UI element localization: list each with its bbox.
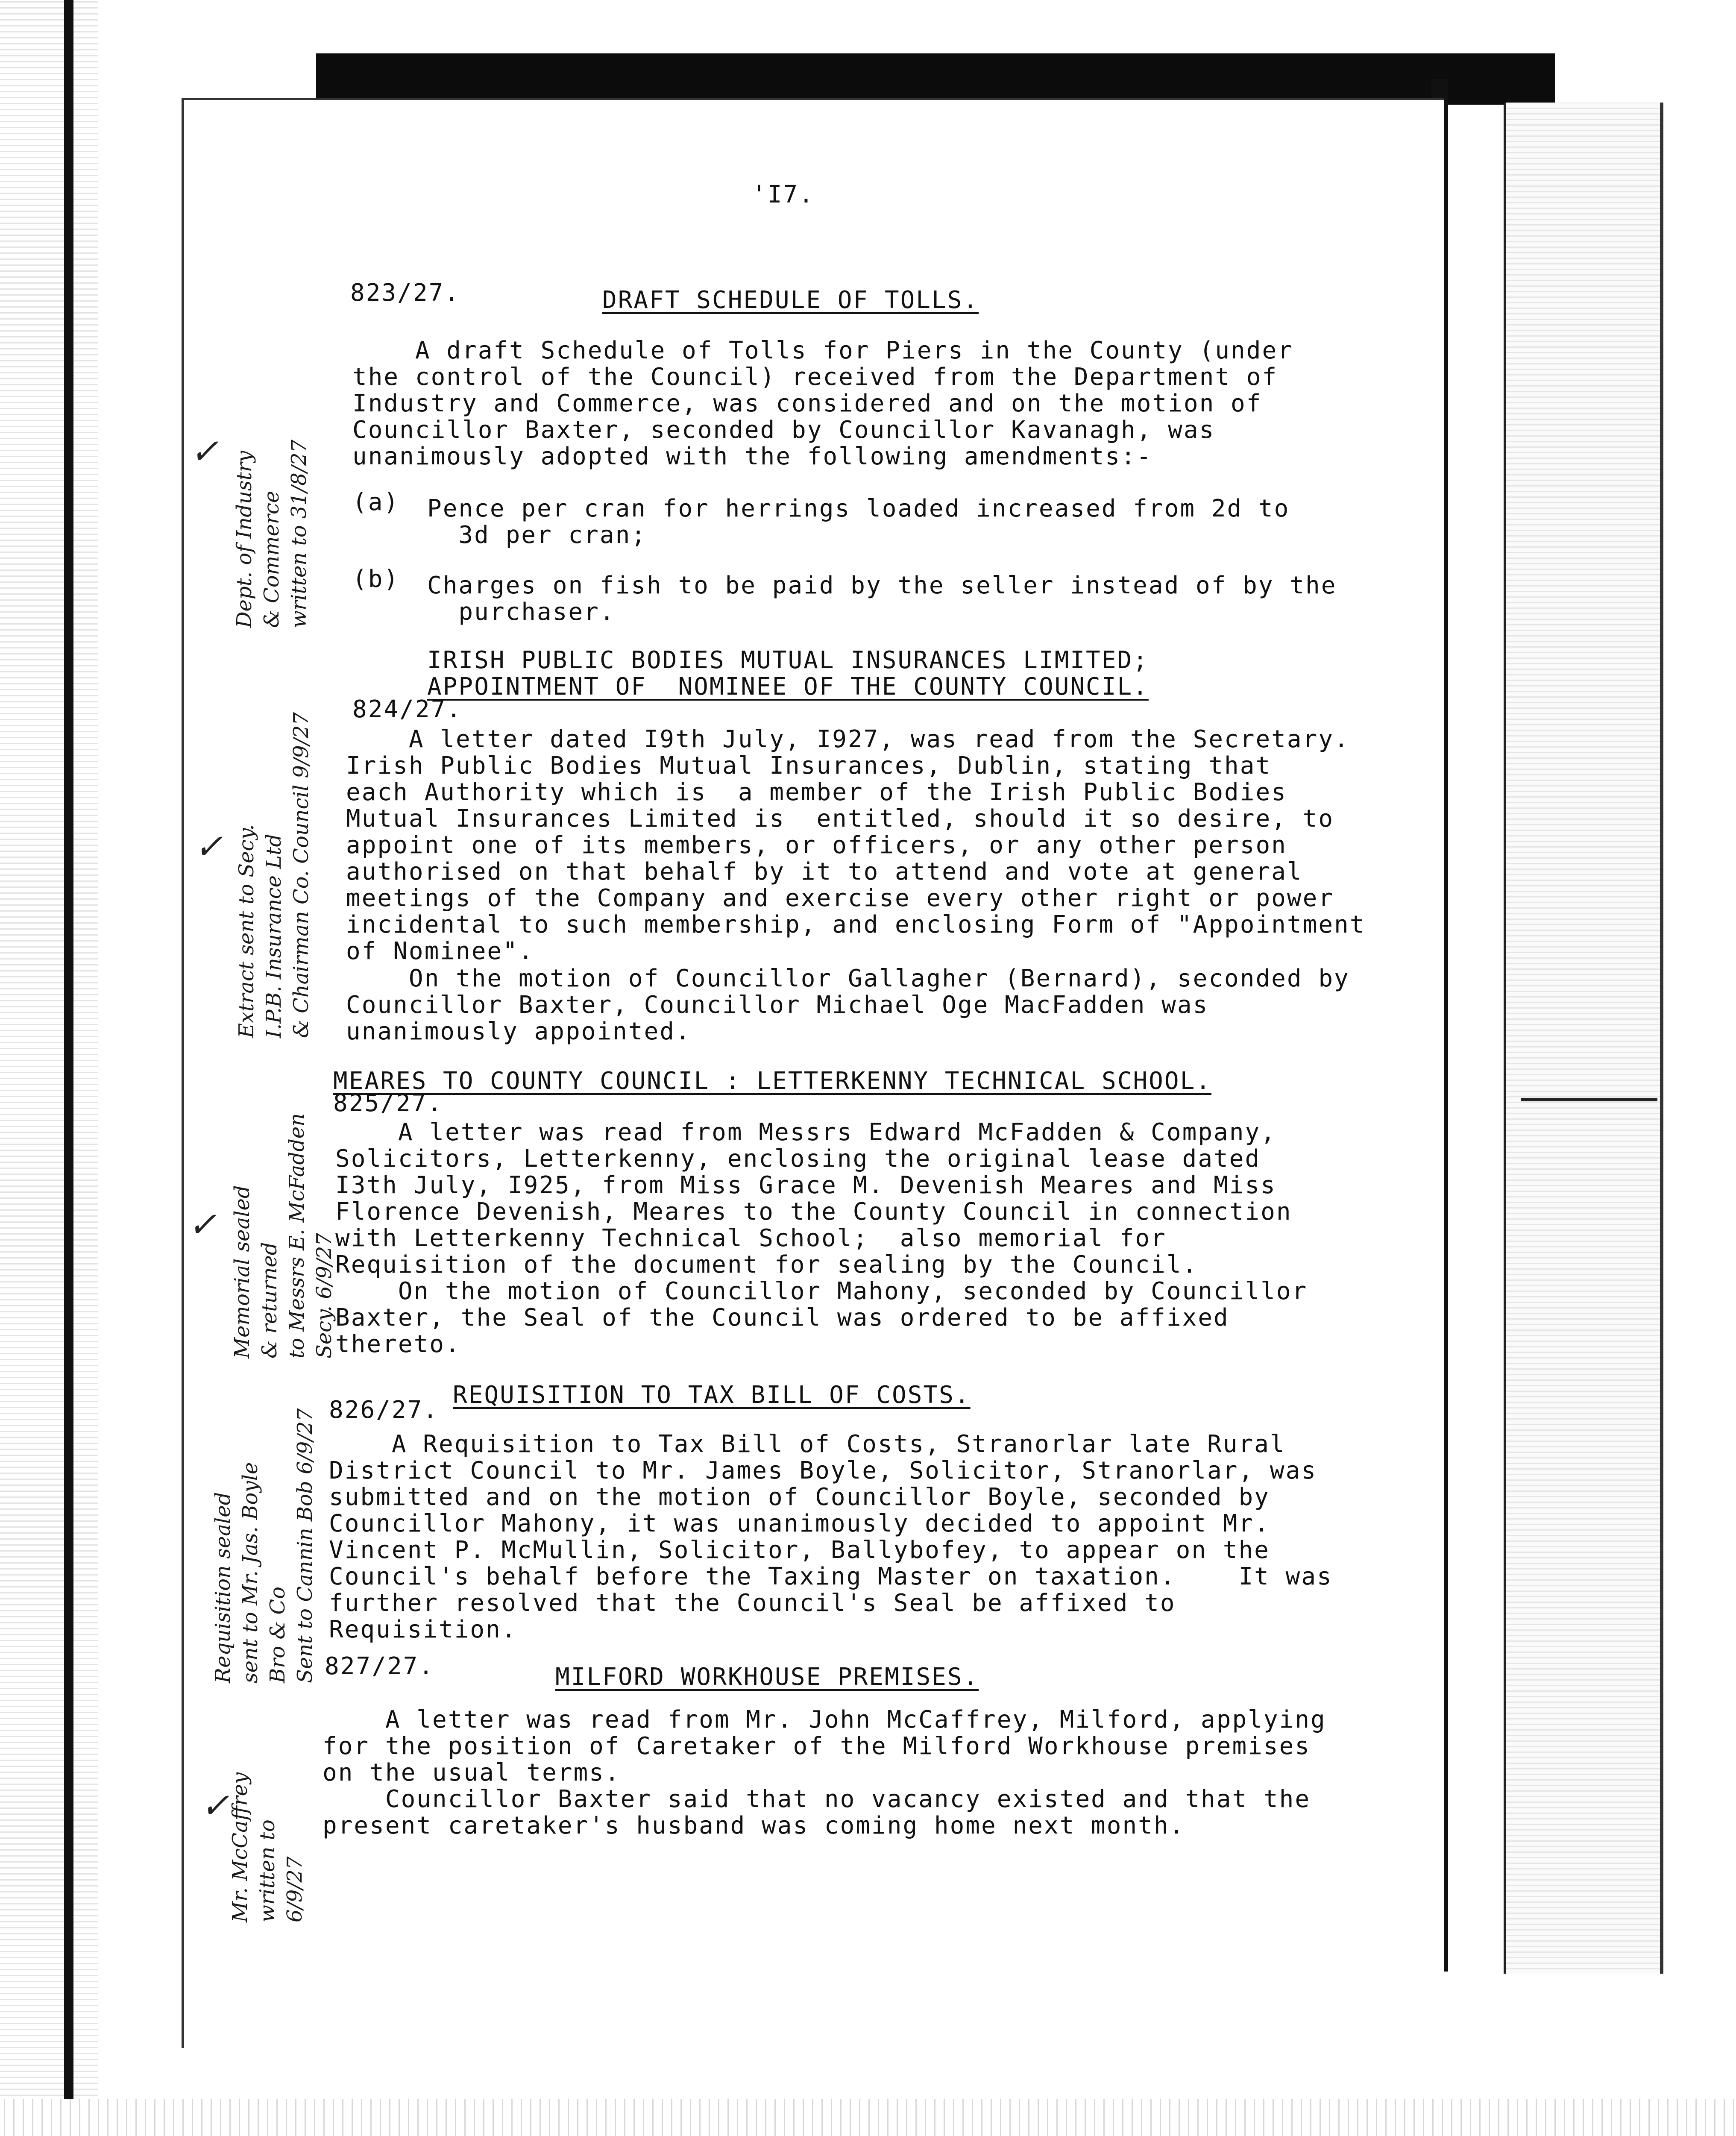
body-line: present caretaker's husband was coming home next month. [323, 1812, 1185, 1840]
minute-ref-825: 825/27. [333, 1089, 443, 1117]
heading-irish-public-bodies: IRISH PUBLIC BODIES MUTUAL INSURANCES LIMITED; [427, 646, 1149, 674]
body-line: Councillor Mahony, it was unanimously decided to appoint Mr. [329, 1510, 1270, 1537]
body-line: On the motion of Councillor Mahony, seconded by Councillor [335, 1277, 1308, 1305]
item-a-line: 3d per cran; [427, 521, 647, 549]
body-line: On the motion of Councillor Gallagher (Bernard), seconded by [346, 965, 1350, 992]
body-line: A Requisition to Tax Bill of Costs, Stranorlar late Rural [329, 1430, 1286, 1458]
margin-note-826 [209, 1408, 319, 1683]
check-mark-icon: ✓ [194, 827, 223, 866]
body-line: unanimously adopted with the following amendments:- [352, 443, 1152, 470]
annotation-line: I.P.B. Insurance Ltd [262, 833, 286, 1038]
annotation-line: Memorial sealed [230, 1185, 254, 1358]
body-line: Solicitors, Letterkenny, enclosing the original lease dated [335, 1145, 1261, 1173]
body-line: each Authority which is a member of the Irish Public Bodies [346, 778, 1287, 806]
heading-requisition-tax: REQUISITION TO TAX BILL OF COSTS. [453, 1381, 971, 1409]
annotation-line: & Commerce [260, 490, 284, 628]
body-line: A letter was read from Messrs Edward McFadden & Company, [335, 1118, 1276, 1146]
body-line: thereto. [335, 1330, 461, 1358]
annotation-line: Mr. McCaffrey [228, 1772, 252, 1922]
annotation-line: Dept. of Industry [232, 451, 256, 628]
annotation-line: written to [255, 1819, 279, 1922]
margin-note-825 [229, 1113, 338, 1358]
body-line: A draft Schedule of Tolls for Piers in the County (under [352, 337, 1293, 364]
adjacent-page-edge [1504, 103, 1663, 1974]
margin-note-827 [226, 1772, 308, 1922]
body-line: A letter was read from Mr. John McCaffrey, Milford, applying [323, 1706, 1326, 1734]
body-line: submitted and on the motion of Councillor Boyle, seconded by [329, 1483, 1270, 1511]
body-line: Baxter, the Seal of the Council was ordered to be affixed [335, 1304, 1229, 1332]
adjacent-page-divider [1521, 1098, 1657, 1101]
margin-note-823 [231, 440, 313, 628]
minute-ref-826: 826/27. [329, 1396, 439, 1424]
body-line: Requisition. [329, 1616, 517, 1643]
body-line: District Council to Mr. James Boyle, Solicitor, Stranorlar, was [329, 1457, 1317, 1485]
annotation-line: Requisition sealed [211, 1492, 235, 1683]
body-line: further resolved that the Council's Seal be affixed to [329, 1589, 1176, 1617]
item-label-b: (b) [352, 565, 400, 593]
annotation-line: & returned [258, 1242, 282, 1358]
scanner-background-bottom [0, 2099, 1736, 2136]
annotation-line: Bro & Co [266, 1587, 290, 1683]
body-line: on the usual terms. [323, 1759, 621, 1787]
body-line: incidental to such membership, and enclosing Form of "Appointment [346, 911, 1366, 939]
annotation-line: sent to Mr. Jas. Boyle [238, 1462, 262, 1683]
body-line: Councillor Baxter, Councillor Michael Oge MacFadden was [346, 991, 1209, 1019]
body-line: with Letterkenny Technical School; also memorial for [335, 1224, 1167, 1252]
body-line: Councillor Baxter, seconded by Councillor Kavanagh, was [352, 416, 1215, 444]
body-line: of Nominee". [346, 937, 534, 965]
body-line: Vincent P. McMullin, Solicitor, Ballybofey, to appear on the [329, 1536, 1270, 1564]
margin-note-824 [233, 712, 315, 1038]
body-line: Mutual Insurances Limited is entitled, should it so desire, to [346, 805, 1334, 833]
body-line: Industry and Commerce, was considered and on the motion of [352, 390, 1262, 417]
body-line: authorised on that behalf by it to attend and vote at general [346, 858, 1303, 886]
body-line: Irish Public Bodies Mutual Insurances, Dublin, stating that [346, 752, 1272, 780]
scanner-background-left [0, 0, 98, 2136]
body-line: I3th July, I925, from Miss Grace M. Devenish Meares and Miss [335, 1171, 1276, 1199]
heading-draft-schedule: DRAFT SCHEDULE OF TOLLS. [602, 286, 979, 314]
heading-meares-letterkenny: MEARES TO COUNTY COUNCIL : LETTERKENNY TECHNICAL SCHOOL. [333, 1067, 1212, 1095]
body-line: for the position of Caretaker of the Milford Workhouse premises [323, 1732, 1311, 1760]
body-line: Councillor Baxter said that no vacancy existed and that the [323, 1785, 1311, 1813]
binder-edge-left [64, 0, 73, 2136]
body-line: Requisition of the document for sealing by the Council. [335, 1251, 1198, 1279]
annotation-line: Secy. 6/9/27 [312, 1233, 336, 1358]
item-label-a: (a) [352, 488, 400, 516]
check-mark-icon: ✓ [201, 1786, 230, 1825]
body-line: unanimously appointed. [346, 1018, 691, 1045]
item-a-line: Pence per cran for herrings loaded increased from 2d to [427, 495, 1290, 522]
annotation-line: to Messrs E. McFadden [285, 1113, 309, 1358]
binder-top-shadow [316, 53, 1555, 105]
minute-ref-827: 827/27. [325, 1652, 435, 1680]
annotation-line: Sent to Cannin Bob 6/9/27 [293, 1408, 317, 1683]
page-number: 'I7. [752, 181, 815, 208]
annotation-line: 6/9/27 [283, 1856, 307, 1922]
body-line: Florence Devenish, Meares to the County Council in connection [335, 1198, 1292, 1226]
body-line: meetings of the Company and exercise every other right or power [346, 884, 1334, 912]
check-mark-icon: ✓ [190, 431, 219, 471]
heading-milford-workhouse: MILFORD WORKHOUSE PREMISES. [555, 1663, 979, 1691]
minute-ref-823: 823/27. [350, 279, 460, 307]
annotation-line: & Chairman Co. Council 9/9/27 [289, 712, 313, 1038]
body-line: Council's behalf before the Taxing Master on taxation. It was [329, 1563, 1333, 1590]
minute-ref-824: 824/27. [352, 695, 463, 723]
body-line: the control of the Council) received from the Department of [352, 363, 1278, 391]
heading-appointment-nominee: APPOINTMENT OF NOMINEE OF THE COUNTY COUNCIL. [427, 673, 1149, 701]
annotation-line: Extract sent to Secy. [235, 824, 258, 1038]
body-line: A letter dated I9th July, I927, was read from the Secretary. [346, 725, 1350, 753]
item-b-line: Charges on fish to be paid by the seller instead of by the [427, 572, 1337, 599]
annotation-line: written to 31/8/27 [287, 439, 311, 628]
body-line: appoint one of its members, or officers, or any other person [346, 831, 1287, 859]
item-b-line: purchaser. [427, 598, 616, 626]
check-mark-icon: ✓ [188, 1205, 217, 1244]
